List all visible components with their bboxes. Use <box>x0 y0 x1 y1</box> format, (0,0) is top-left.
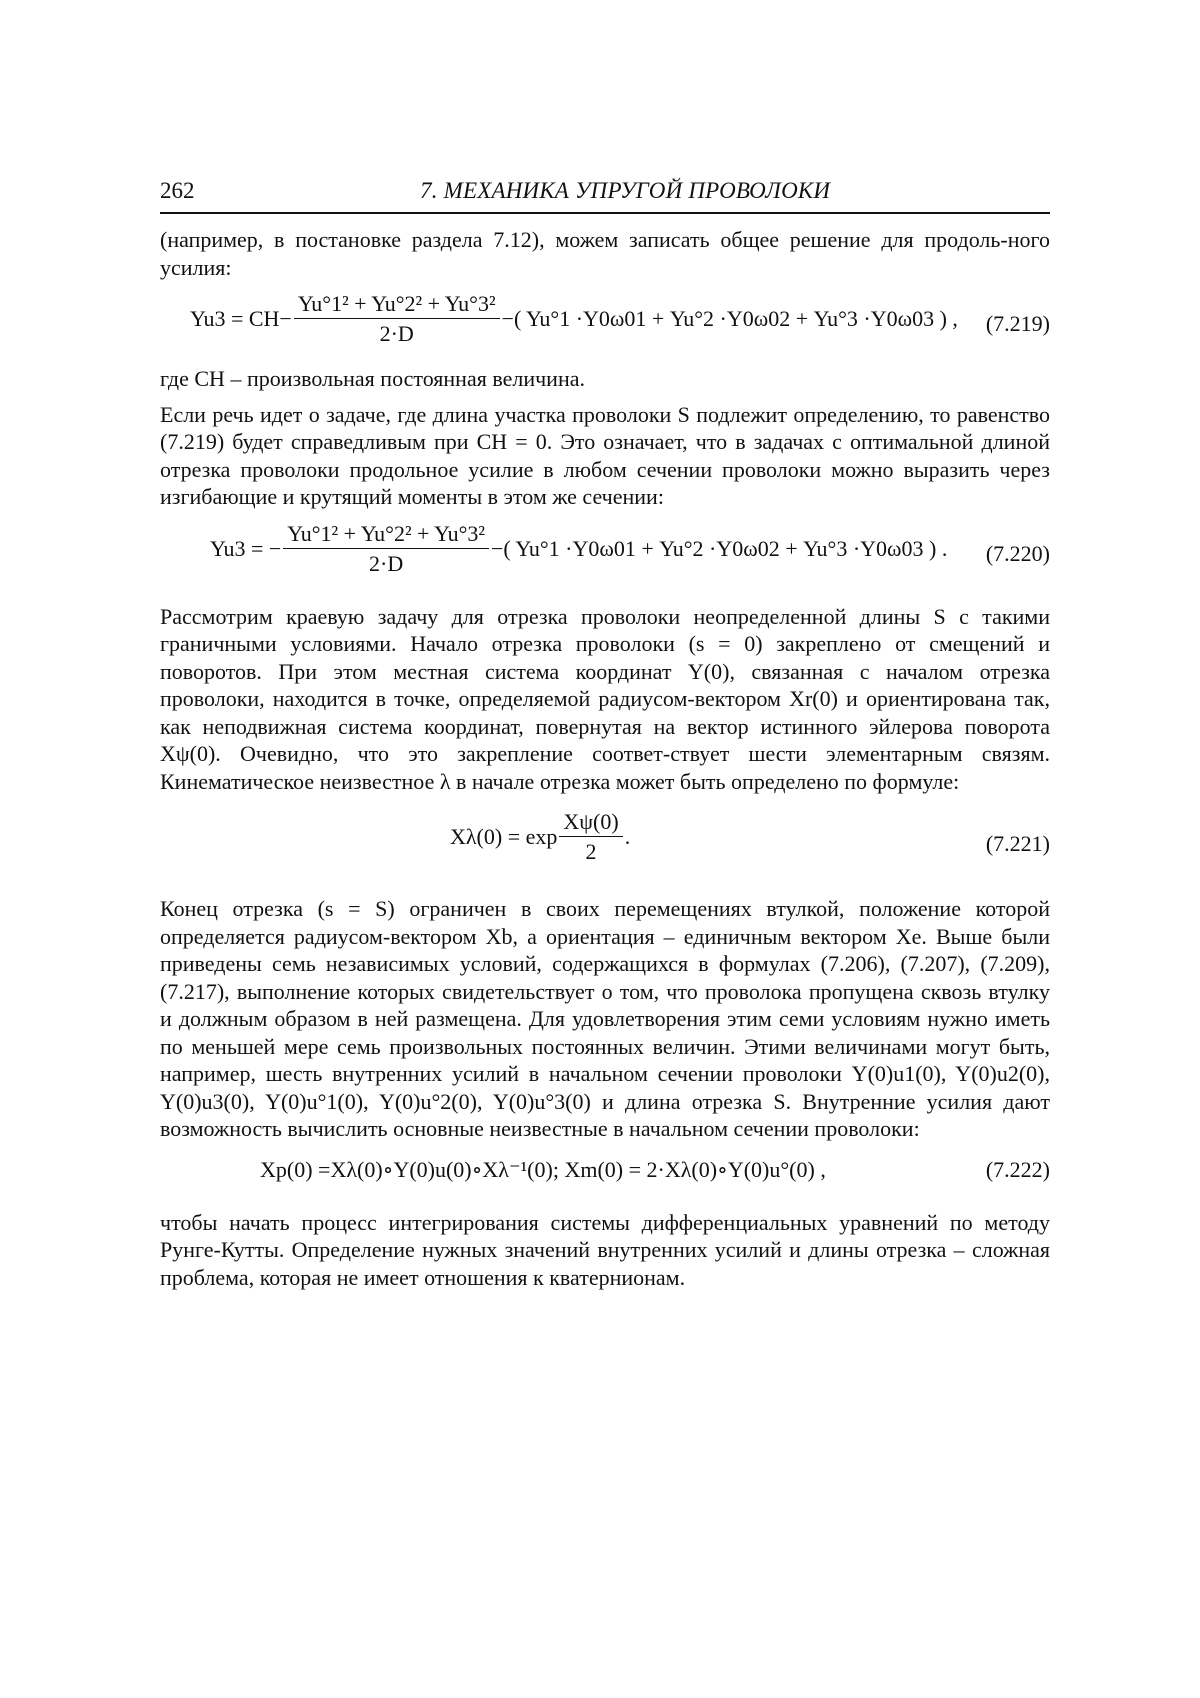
eq219-numerator: Yu°1² + Yu°2² + Yu°3² <box>294 291 500 319</box>
eq221-lhs: Xλ(0) = exp <box>450 824 558 849</box>
paragraph-6: чтобы начать процесс интегрирования системы дифференциальных уравнений по методу Рунге-Кутты. Определение нужных значений внутренних усилий и длины отрезка – сложная проблема, которая не имеет отношения к кватернионам. <box>160 1209 1050 1290</box>
eq219-number: (7.219) <box>985 311 1050 336</box>
paragraph-5: Конец отрезка (s = S) ограничен в своих перемещениях втулкой, положение которой определяется радиусом-вектором Xb, а ориентация – единичным вектором Xe. Выше были приведены семь независимых условий, содержащихся в формулах (7.206), (7.207), (7.209), (7.217), выполнение которых свидетельствует о том, что проволока пропущена сквозь втулку и должным образом в ней размещена. Для удовлетворения этим семи условиям нужно иметь по меньшей мере семь произвольных постоянных величин. Этими величинами могут быть, например, шесть внутренних усилий в начальном сечении проволоки Y(0)u1(0), Y(0)u2(0), Y(0)u3(0), Y(0)u°1(0), Y(0)u°2(0), Y(0)u°3(0) и длина отрезка S. Внутренние усилия дают возможность вычислить основные неизвестные в начальном сечении проволоки: <box>160 896 1050 1141</box>
eq219-fraction <box>294 291 500 347</box>
eq222-number: (7.222) <box>985 1156 1050 1182</box>
paragraph-1: (например, в постановке раздела 7.12), можем записать общее решение для продоль-ного усилия: <box>160 227 1050 280</box>
eq221-numerator: Xψ(0) <box>559 809 622 837</box>
eq221-denominator: 2 <box>585 839 597 864</box>
paragraph-4: Рассмотрим краевую задачу для отрезка проволоки неопределенной длины S с такими граничными условиями. Начало отрезка проволоки (s = 0) закреплено от смещений и поворотов. При этом местная система координат Y(0), связанная с началом отрезка проволоки, находится в точке, определяемой радиусом-вектором Xr(0) и ориентирована так, как неподвижная система координат, повернутая на вектор истинного эйлерова поворота Xψ(0). Очевидно, что это закрепление соответ-ствует шести элементарным связям. Кинематическое неизвестное λ в начале отрезка может быть определено по формуле: <box>160 603 1050 794</box>
page-number: 262 <box>160 178 195 203</box>
equation-7-219 <box>160 281 1050 365</box>
eq220-fraction <box>283 521 489 577</box>
eq219-denominator: 2·D <box>379 321 414 346</box>
eq220-number: (7.220) <box>985 540 1050 566</box>
equation-7-222 <box>160 1143 1050 1201</box>
eq219-tail: −( Yu°1 ·Y0ω01 + Yu°2 ·Y0ω02 + Yu°3 ·Y0ω03 ) , <box>501 306 958 331</box>
page <box>160 178 1050 1291</box>
eq220-tail: −( Yu°1 ·Y0ω01 + Yu°2 ·Y0ω02 + Yu°3 ·Y0ω03 ) . <box>490 535 948 561</box>
eq219-lhs: Yu3 = CH− <box>190 306 292 331</box>
equation-7-221 <box>160 795 1050 887</box>
eq222-text: Xp(0) =Xλ(0)∘Y(0)u(0)∘Xλ⁻¹(0); Xm(0) = 2·Xλ(0)∘Y(0)u°(0) , <box>260 1156 826 1182</box>
paragraph-2: где CH – произвольная постоянная величина. <box>160 366 585 391</box>
eq221-fraction <box>559 809 622 865</box>
eq220-denominator: 2·D <box>369 550 404 576</box>
equation-7-220 <box>160 511 1050 595</box>
eq221-tail: . <box>624 824 631 849</box>
paragraph-3: Если речь идет о задаче, где длина участка проволоки S подлежит определению, то равенство (7.219) будет справедливым при CH = 0. Это означает, что в задачах с оптимальной длиной отрезка проволоки продольное усилие в любом сечении проволоки можно выразить через изгибающие и крутящий моменты в этом же сечении: <box>160 401 1050 509</box>
eq221-number: (7.221) <box>985 831 1050 856</box>
running-title: 7. МЕХАНИКА УПРУГОЙ ПРОВОЛОКИ <box>420 178 831 203</box>
eq220-numerator: Yu°1² + Yu°2² + Yu°3² <box>283 521 489 549</box>
page-header <box>160 178 1050 214</box>
eq220-lhs: Yu3 = − <box>210 535 282 561</box>
